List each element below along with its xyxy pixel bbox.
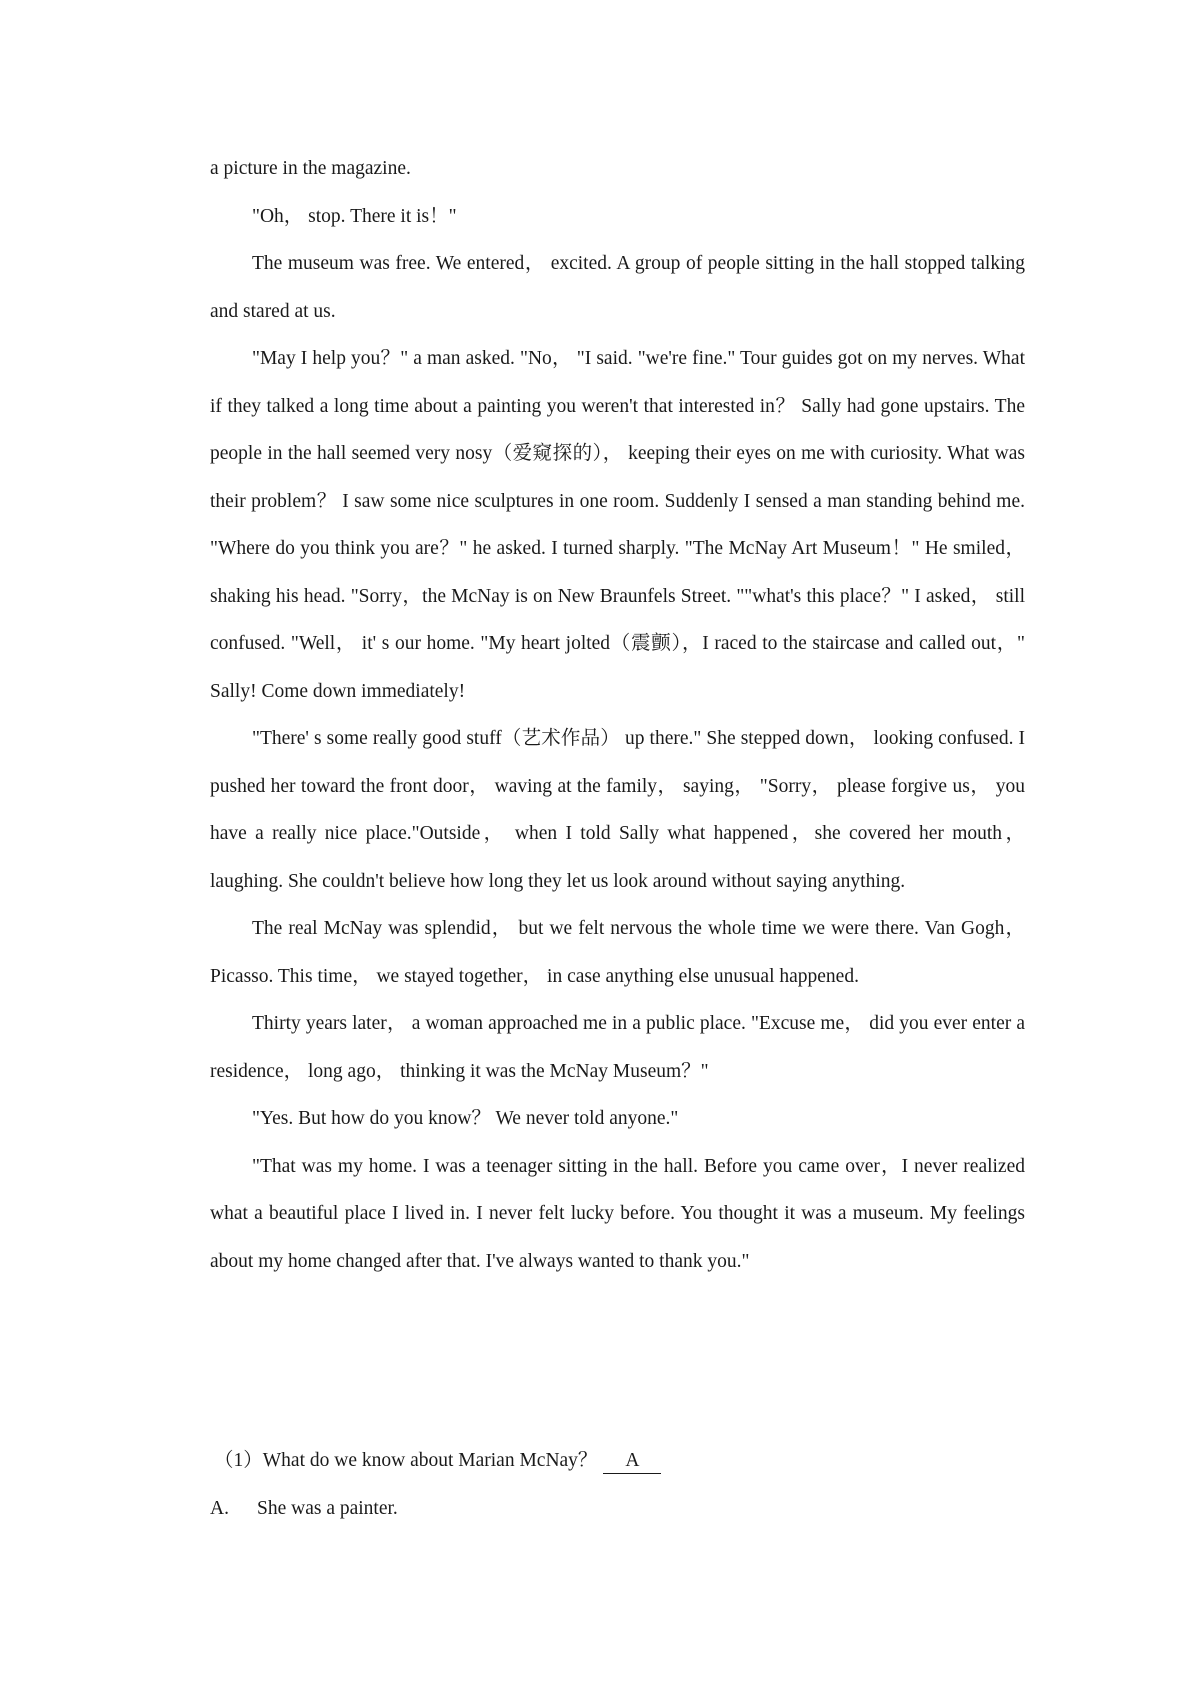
paragraph: "There' s some really good stuff（艺术作品） up there." She stepped down， looking confused. I pushed her toward the front door， waving at the family， saying， "Sorry， please forgive us， you have a really nice place."Outside， when I told Sally what happened，she covered her mouth， laughing. She couldn't believe how long they let us look around without saying anything. bbox=[210, 728, 1025, 892]
question-line bbox=[210, 1437, 1025, 1485]
question-block bbox=[210, 1437, 1025, 1532]
question-number: （1） bbox=[214, 1450, 263, 1471]
answer-blank: A bbox=[603, 1449, 661, 1474]
option-letter: A. bbox=[210, 1497, 229, 1519]
paragraph: a picture in the magazine. bbox=[210, 158, 411, 179]
paragraph: "Oh， stop. There it is！" bbox=[252, 205, 457, 227]
paragraph: "That was my home. I was a teenager sitting in the hall. Before you came over，I never realized what a beautiful place I lived in. I never felt lucky before. You thought it was a museum. My feelings about my home changed after that. I've always wanted to thank you." bbox=[210, 1155, 1025, 1272]
paragraph: The real McNay was splendid， but we felt nervous the whole time we were there. Van Gogh， Picasso. This time， we stayed together， in case anything else unusual happened. bbox=[210, 918, 1025, 987]
question-text: What do we know about Marian McNay？ bbox=[262, 1450, 598, 1471]
paragraph: "Yes. But how do you know？ We never told anyone." bbox=[252, 1108, 679, 1129]
paragraph: "May I help you？" a man asked. "No， "I said. "we're fine." Tour guides got on my nerves. What if they talked a long time about a painting you weren't that interested in？ Sally had gone upstairs. The people in the hall seemed very nosy（爱窥探的）， keeping their eyes on me with curiosity. What was their problem？ I saw some nice sculptures in one room. Suddenly I sensed a man standing behind me. "Where do you think you are？" he asked. I turned sharply. "The McNay Art Museum！" He smiled，shaking his head. "Sorry，the McNay is on New Braunfels Street. ""what's this place？" I asked， still confused. "Well， it' s our home. "My heart jolted（震颤），I raced to the staircase and called out，" Sally! Come down immediately! bbox=[210, 348, 1025, 702]
option-text: She was a painter. bbox=[257, 1497, 398, 1519]
paragraph: Thirty years later， a woman approached me in a public place. "Excuse me， did you ever enter a residence， long ago， thinking it was the McNay Museum？" bbox=[210, 1013, 1025, 1082]
paragraph: The museum was free. We entered， excited. A group of people sitting in the hall stopped talking and stared at us. bbox=[210, 253, 1025, 322]
passage bbox=[210, 145, 1025, 1285]
option-a bbox=[210, 1485, 1025, 1533]
